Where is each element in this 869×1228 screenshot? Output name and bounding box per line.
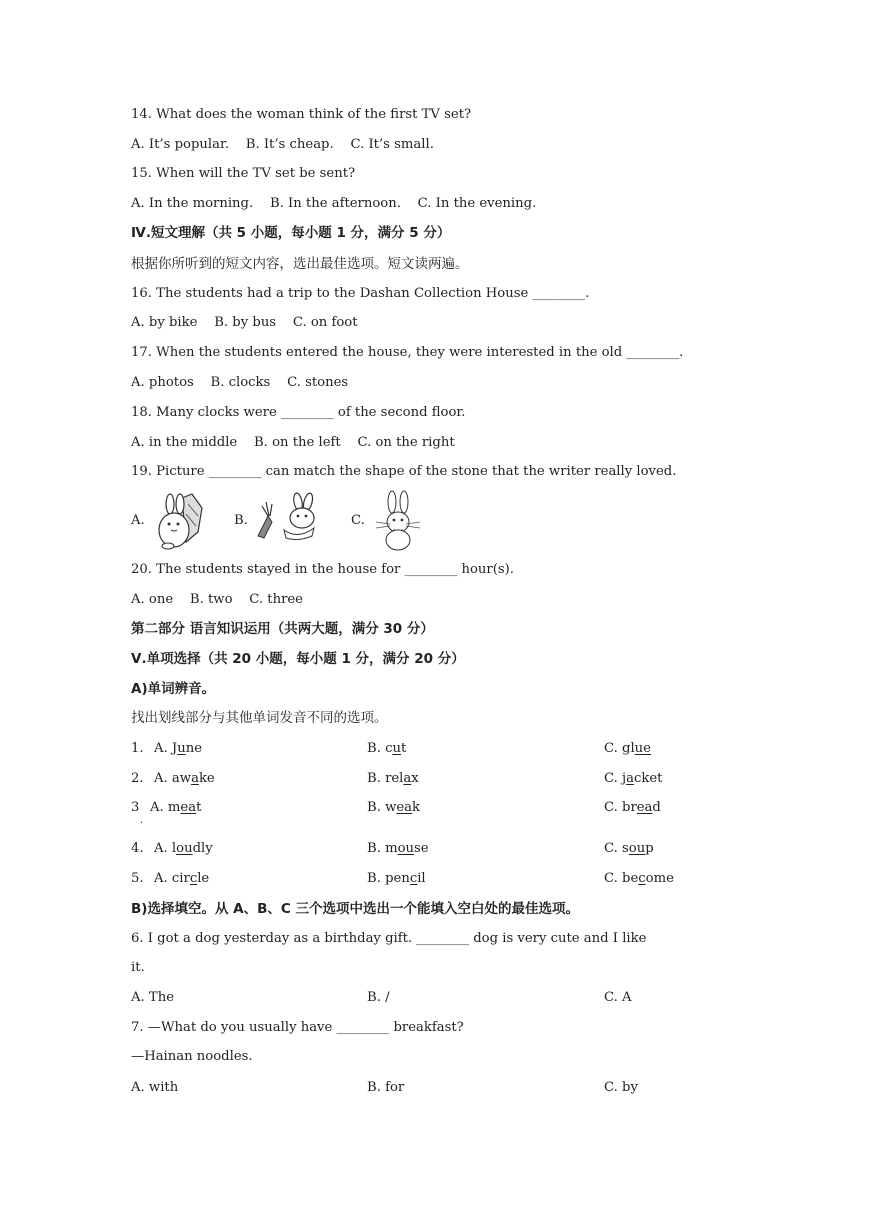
q18-options: A. in the middle B. on the left C. on the right (131, 435, 455, 450)
q6-option-a: A. The (131, 990, 175, 1005)
section5-sub-a: A)单词辨音。 (131, 681, 216, 697)
phonics-1-option-c: C. glue (604, 741, 651, 756)
q7-option-b: B. for (367, 1080, 405, 1095)
q15-options: A. In the morning. B. In the afternoon. C. In the evening. (131, 196, 537, 211)
phonics-3-option-a: A. meat (150, 800, 202, 815)
phonics-4-option-a: A. loudly (154, 841, 213, 856)
q20-options: A. one B. two C. three (131, 592, 303, 607)
section5-title: Ⅴ.单项选择（共 20 小题，每小题 1 分，满分 20 分） (131, 651, 465, 667)
rabbit-running-picture-b (254, 492, 324, 542)
phonics-2-option-c: C. jacket (604, 771, 663, 786)
section5b-title: B)选择填空。从 A、B、C 三个选项中选出一个能填入空白处的最佳选项。 (131, 901, 580, 917)
part2-title: 第二部分 语言知识运用（共两大题，满分 30 分） (131, 621, 434, 637)
phonics-5-option-a: A. circle (154, 871, 210, 886)
phonics-5-option-b: B. pencil (367, 871, 426, 886)
q17-options: A. photos B. clocks C. stones (131, 375, 349, 390)
q15-stem: 15. When will the TV set be sent? (131, 166, 356, 181)
section4-instruction: 根据你所听到的短文内容，选出最佳选项。短文读两遍。 (131, 256, 469, 272)
q7-answer: —Hainan noodles. (131, 1049, 253, 1064)
q6-option-b: B. / (367, 990, 390, 1005)
q14-stem: 14. What does the woman think of the first TV set? (131, 107, 472, 122)
stray-dot: . (140, 815, 144, 826)
phonics-4-option-c: C. soup (604, 841, 654, 856)
q16-options: A. by bike B. by bus C. on foot (131, 315, 358, 330)
phonics-5-option-c: C. become (604, 871, 674, 886)
phonics-1-option-a: A. June (154, 741, 203, 756)
phonics-2-option-b: B. relax (367, 771, 419, 786)
section5-instruction-a: 找出划线部分与其他单词发音不同的选项。 (131, 710, 388, 726)
section4-title: Ⅳ.短文理解（共 5 小题，每小题 1 分，满分 5 分） (131, 225, 451, 241)
q19-label-c: C. (351, 513, 365, 528)
phonics-1-option-b: B. cut (367, 741, 407, 756)
q7-option-a: A. with (131, 1080, 179, 1095)
q6-stem-line1: 6. I got a dog yesterday as a birthday gift. ________ dog is very cute and I like (131, 931, 647, 946)
q18-stem: 18. Many clocks were ________ of the second floor. (131, 405, 466, 420)
q17-stem: 17. When the students entered the house, they were interested in the old ________. (131, 345, 684, 360)
q14-options: A. It’s popular. B. It’s cheap. C. It’s small. (131, 137, 434, 152)
q16-stem: 16. The students had a trip to the Dashan Collection House ________. (131, 286, 590, 301)
phonics-2-option-a: A. awake (154, 771, 215, 786)
q6-stem-line2: it. (131, 960, 145, 975)
q19-label-a: A. (131, 513, 145, 528)
q7-option-c: C. by (604, 1080, 638, 1095)
q19-label-b: B. (234, 513, 248, 528)
q6-option-c: C. A (604, 990, 632, 1005)
rabbit-sitting-picture-c (372, 490, 424, 552)
q7-stem: 7. —What do you usually have ________ breakfast? (131, 1020, 464, 1035)
rabbit-carrot-picture-a (152, 492, 208, 550)
q20-stem: 20. The students stayed in the house for ________ hour(s). (131, 562, 514, 577)
phonics-3-option-b: B. weak (367, 800, 421, 815)
phonics-4-option-b: B. mouse (367, 841, 429, 856)
phonics-3-option-c: C. bread (604, 800, 661, 815)
q19-stem: 19. Picture ________ can match the shape of the stone that the writer really loved. (131, 464, 677, 479)
